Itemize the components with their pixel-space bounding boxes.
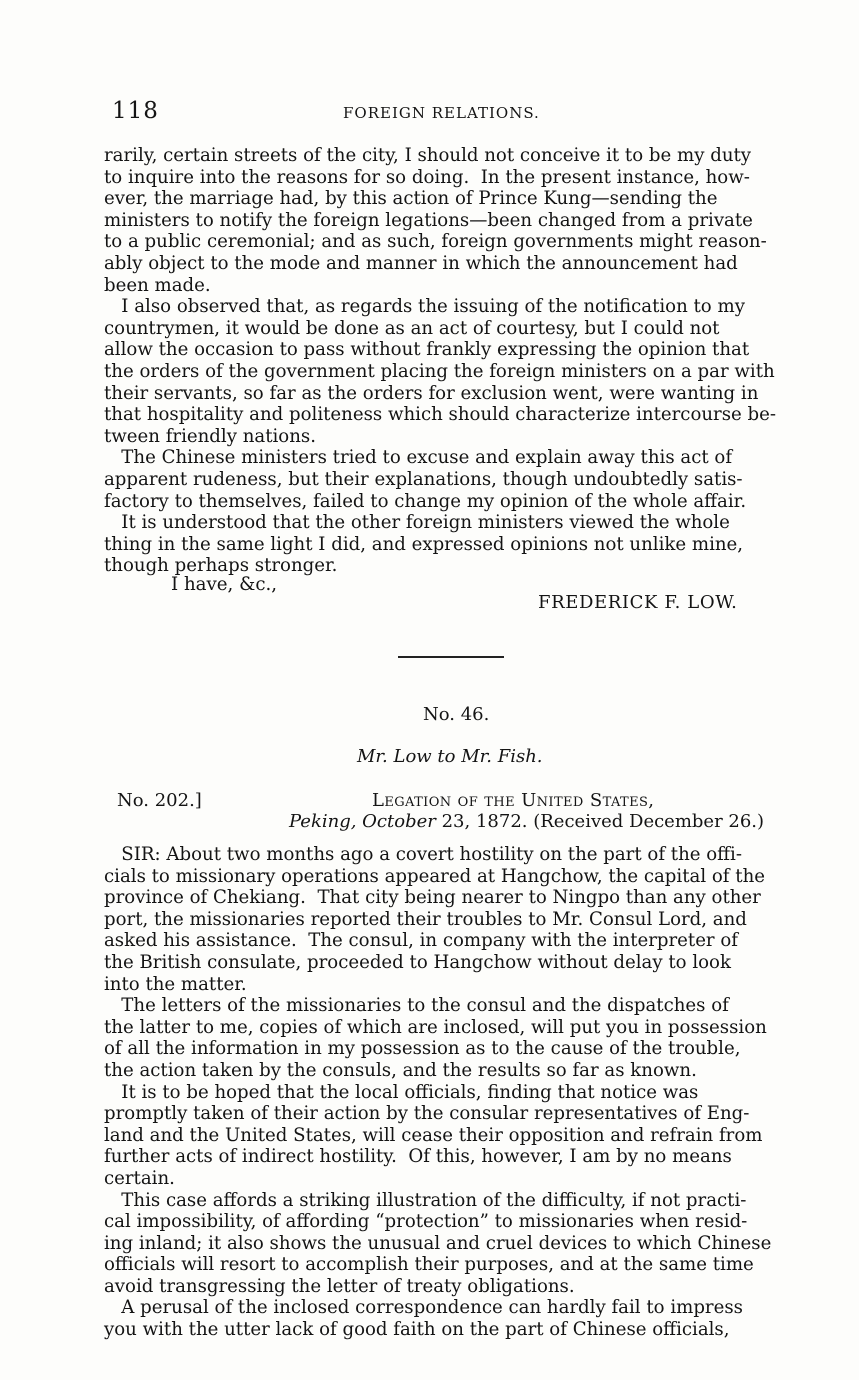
text-line: factory to themselves, failed to change my opinion of the whole affair. <box>104 490 747 512</box>
text-line: The letters of the missionaries to the consul and the dispatches of <box>104 995 729 1017</box>
text-line: though perhaps stronger. <box>104 555 338 577</box>
text-line: ever, the marriage had, by this action of Prince Kung—sending the <box>104 188 718 210</box>
text-line: that hospitality and politeness which should characterize intercourse be- <box>104 404 776 426</box>
text-line: into the matter. <box>104 973 247 995</box>
dateline <box>289 811 764 832</box>
dispatch-number: No. 202.] <box>117 790 202 811</box>
text-line: cal impossibility, of affording “protection” to missionaries when resid- <box>104 1211 748 1233</box>
text-line: the orders of the government placing the foreign ministers on a par with <box>104 360 775 382</box>
text-line: certain. <box>104 1167 175 1189</box>
text-line: you with the utter lack of good faith on the part of Chinese officials, <box>104 1319 730 1341</box>
text-line: the action taken by the consuls, and the results so far as known. <box>104 1059 697 1081</box>
signature: FREDERICK F. LOW. <box>538 592 738 613</box>
running-title: FOREIGN RELATIONS. <box>343 104 540 122</box>
correspondence-title: Mr. Low to Mr. Fish. <box>357 746 543 767</box>
text-line: cials to missionary operations appeared at Hangchow, the capital of the <box>104 865 765 887</box>
text-line: asked his assistance. The consul, in company with the interpreter of <box>104 930 738 952</box>
text-line: officials will resort to accomplish their purposes, and at the same time <box>104 1254 754 1276</box>
text-line: countrymen, it would be done as an act of courtesy, but I could not <box>104 317 720 339</box>
section-divider <box>398 656 504 658</box>
text-line: their servants, so far as the orders for exclusion went, were wanting in <box>104 382 759 404</box>
text-line: land and the United States, will cease their opposition and refrain from <box>104 1124 763 1146</box>
text-line: ministers to notify the foreign legations—been changed from a private <box>104 209 753 231</box>
text-line: ably object to the mode and manner in which the announcement had <box>104 252 738 274</box>
legation-heading: Legation of the United States, <box>372 790 655 811</box>
text-line: further acts of indirect hostility. Of this, however, I am by no means <box>104 1146 732 1168</box>
text-line: to a public ceremonial; and as such, foreign governments might reason- <box>104 231 767 253</box>
page-header <box>0 98 859 128</box>
text-line: It is understood that the other foreign ministers viewed the whole <box>104 512 730 534</box>
closing-line: I have, &c., <box>171 574 278 595</box>
text-line: It is to be hoped that the local officials, finding that notice was <box>104 1081 699 1103</box>
text-line: port, the missionaries reported their troubles to Mr. Consul Lord, and <box>104 908 747 930</box>
text-line: avoid transgressing the letter of treaty obligations. <box>104 1275 575 1297</box>
page-number: 118 <box>112 98 159 124</box>
text-line: This case affords a striking illustration of the difficulty, if not practi- <box>104 1189 747 1211</box>
text-line: tween friendly nations. <box>104 425 316 447</box>
letter-continuation-body <box>104 145 804 577</box>
text-line: SIR: About two months ago a covert hostility on the part of the offi- <box>104 844 742 865</box>
text-line: allow the occasion to pass without frankly expressing the opinion that <box>104 339 750 361</box>
text-line: rarily, certain streets of the city, I should not conceive it to be my duty <box>104 145 752 166</box>
text-line: A perusal of the inclosed correspondence can hardly fail to impress <box>104 1297 743 1319</box>
text-line: thing in the same light I did, and expressed opinions not unlike mine, <box>104 533 744 555</box>
text-line: been made. <box>104 274 211 296</box>
dateline-date: 23, 1872. <box>441 811 528 832</box>
text-line: ing inland; it also shows the unusual and cruel devices to which Chinese <box>104 1232 772 1254</box>
letter-body <box>104 844 804 1341</box>
dateline-place: Peking, October <box>289 811 436 832</box>
text-line: promptly taken of their action by the consular representatives of Eng- <box>104 1103 750 1125</box>
text-line: apparent rudeness, but their explanations, though undoubtedly satis- <box>104 468 743 490</box>
document-number: No. 46. <box>423 704 490 725</box>
text-line: the British consulate, proceeded to Hangchow without delay to look <box>104 951 731 973</box>
text-line: the latter to me, copies of which are inclosed, will put you in possession <box>104 1016 767 1038</box>
text-line: The Chinese ministers tried to excuse and explain away this act of <box>104 447 733 469</box>
text-line: I also observed that, as regards the issuing of the notification to my <box>104 296 745 318</box>
received-note: (Received December 26.) <box>533 811 765 832</box>
text-line: to inquire into the reasons for so doing. In the present instance, how- <box>104 166 750 188</box>
text-line: of all the information in my possession as to the cause of the trouble, <box>104 1038 741 1060</box>
text-line: province of Chekiang. That city being nearer to Ningpo than any other <box>104 887 761 909</box>
